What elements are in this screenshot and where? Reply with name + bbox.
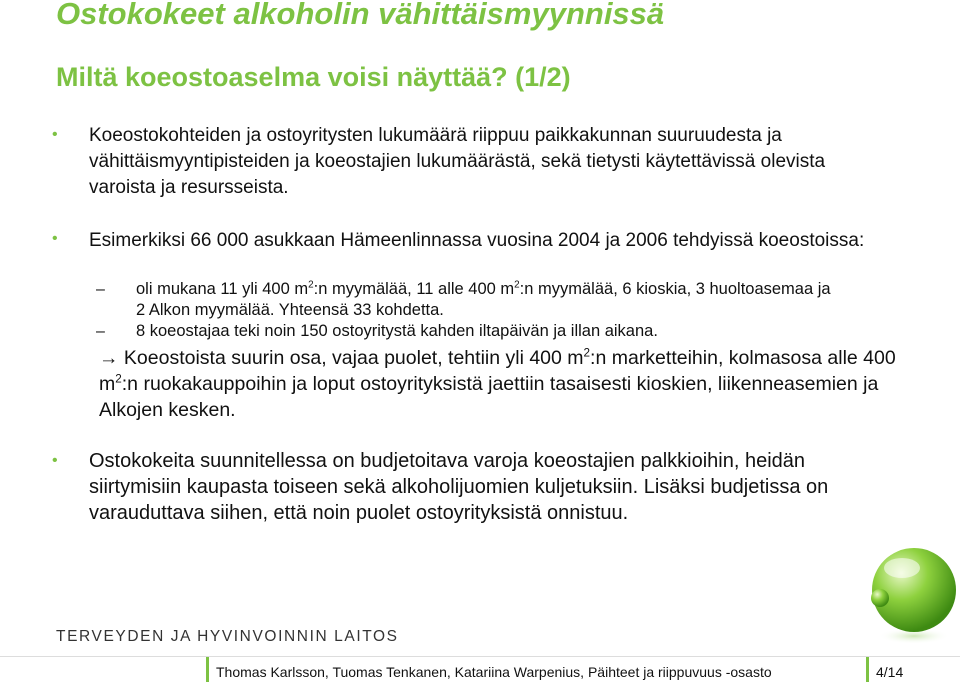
- dash-marker: –: [96, 323, 105, 340]
- slide-subtitle: Miltä koeostoaselma voisi näyttää? (1/2): [56, 62, 571, 92]
- footer-authors: Thomas Karlsson, Tuomas Tenkanen, Katariina Warpenius, Päihteet ja riippuvuus -osasto: [216, 664, 772, 680]
- dash-marker: –: [96, 281, 105, 298]
- bullet-1-text: Koeostokohteiden ja ostoyritysten lukumäärä riippuu paikkakunnan suuruudesta ja vähittäismyyntipisteiden ja koeostajien lukumäärästä, sekä tietysti käytettävissä olevista varoista ja resursseista.: [89, 125, 826, 198]
- organization-name: TERVEYDEN JA HYVINVOINNIN LAITOS: [56, 628, 399, 645]
- footer-accent: [206, 657, 209, 682]
- green-sphere-logo-icon: [858, 538, 958, 648]
- slide-title: Ostokokeet alkoholin vähittäismyynnissä: [56, 0, 665, 31]
- sub-bullet-2: 8 koeostajaa teki noin 150 ostoyritystä kahden iltapäivän ja illan aikana.: [136, 322, 658, 340]
- bullet-marker: •: [52, 452, 58, 469]
- sub-bullet-1: oli mukana 11 yli 400 $m^2:n$ myymälää, 11 alle 400 $m^2:n$ myymälää, 6 kioskia, 3 huoltoasemaa ja 2 Alkon myymälää. Yhteensä 33 kohdetta.: [136, 279, 831, 319]
- bullet-marker: •: [52, 230, 58, 247]
- footer-accent: [866, 657, 869, 682]
- bullet-marker: •: [52, 126, 58, 143]
- bullet-3-text: Ostokokeita suunnitellessa on budjetoitava varoja koeostajien palkkioihin, heidän siirtymisiin kaupasta toiseen sekä alkoholijuomien kuljetuksiin. Lisäksi budjetissa on varauduttava siihen, että noin puolet ostoyrityksistä onnistuu.: [89, 450, 829, 524]
- arrow-paragraph: → Koeostoista suurin osa, vajaa puolet, tehtiin yli 400 $m^2:n$ marketteihin, kolmasosa alle 400 $m^2:n$ ruokakauppoihin ja loput ostoyrityksistä jaettiin tasaisesti kioskien, liikenneasemien ja Alkojen kesken.: [99, 346, 896, 421]
- bullet-2-text: Esimerkiksi 66 000 asukkaan Hämeenlinnassa vuosina 2004 ja 2006 tehdyissä koeostoissa:: [89, 230, 865, 251]
- page-number: 4/14: [876, 664, 904, 680]
- arrow-icon: →: [99, 347, 119, 369]
